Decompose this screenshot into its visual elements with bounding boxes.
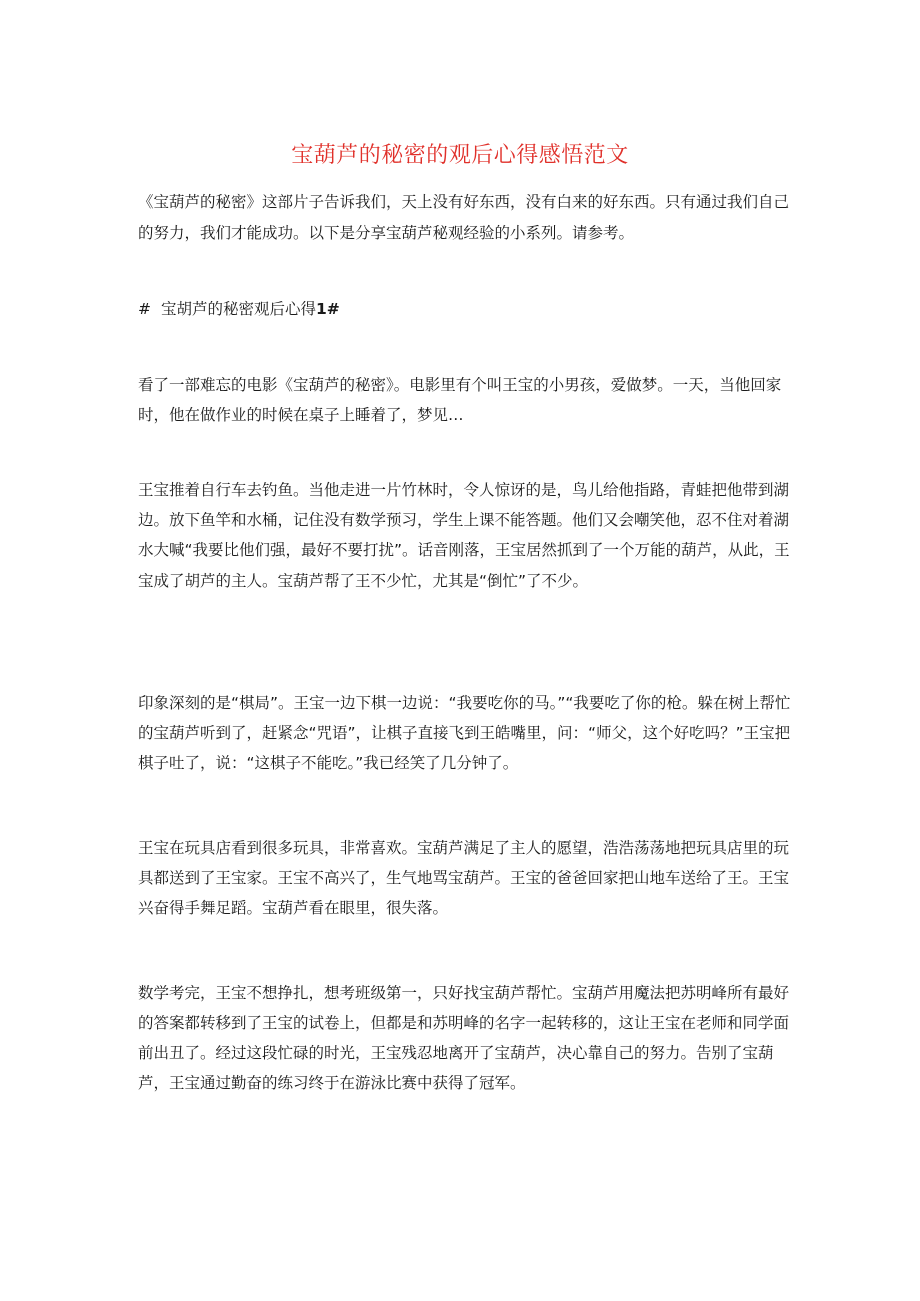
- section-heading-text: 宝胡芦的秘密观后心得: [161, 300, 317, 318]
- body-paragraph: 印象深刻的是“棋局”。王宝一边下棋一边说：“我要吃你的马。”“我要吃了你的枪。躲在树上帮忙的宝葫芦听到了，赶紧念“咒语”，让棋子直接飞到王皓嘴里，问：“师父，这个好吃吗？”王宝把棋子吐了，说：“这棋子不能吃。”我已经笑了几分钟了。: [138, 694, 791, 772]
- section-heading-hash: #: [138, 300, 151, 318]
- section-heading: [138, 297, 792, 321]
- body-paragraph: 王宝在玩具店看到很多玩具，非常喜欢。宝葫芦满足了主人的愿望，浩浩荡荡地把玩具店里的玩具都送到了王宝家。王宝不高兴了，生气地骂宝葫芦。王宝的爸爸回家把山地车送给了王。王宝兴奋得手舞足蹈。宝葫芦看在眼里，很失落。: [138, 839, 790, 917]
- body-paragraph: 数学考完，王宝不想挣扎，想考班级第一，只好找宝葫芦帮忙。宝葫芦用魔法把苏明峰所有最好的答案都转移到了王宝的试卷上，但都是和苏明峰的名字一起转移的，这让王宝在老师和同学面前出丑了。经过这段忙碌的时光，王宝残忍地离开了宝葫芦，决心靠自己的努力。告别了宝葫芦，王宝通过勤奋的练习终于在游泳比赛中获得了冠军。: [138, 984, 790, 1092]
- section-heading-number: 1#: [316, 300, 340, 318]
- document-title: 宝葫芦的秘密的观后心得感悟范文: [291, 143, 629, 168]
- body-paragraph: 王宝推着自行车去钓鱼。当他走进一片竹林时，令人惊讶的是，鸟儿给他指路，青蛙把他带到湖边。放下鱼竿和水桶，记住没有数学预习，学生上课不能答题。他们又会嘲笑他，忍不住对着湖水大喊“我要比他们强，最好不要打扰”。话音刚落，王宝居然抓到了一个万能的葫芦，从此，王宝成了胡芦的主人。宝葫芦帮了王不少忙，尤其是“倒忙”了不少。: [138, 481, 790, 590]
- intro-paragraph: 《宝葫芦的秘密》这部片子告诉我们，天上没有好东西，没有白来的好东西。只有通过我们自己的努力，我们才能成功。以下是分享宝葫芦秘观经验的小系列。请参考。: [138, 193, 790, 242]
- body-paragraph: 看了一部难忘的电影《宝葫芦的秘密》。电影里有个叫王宝的小男孩，爱做梦。一天，当他回家时，他在做作业的时候在桌子上睡着了，梦见…: [138, 376, 782, 424]
